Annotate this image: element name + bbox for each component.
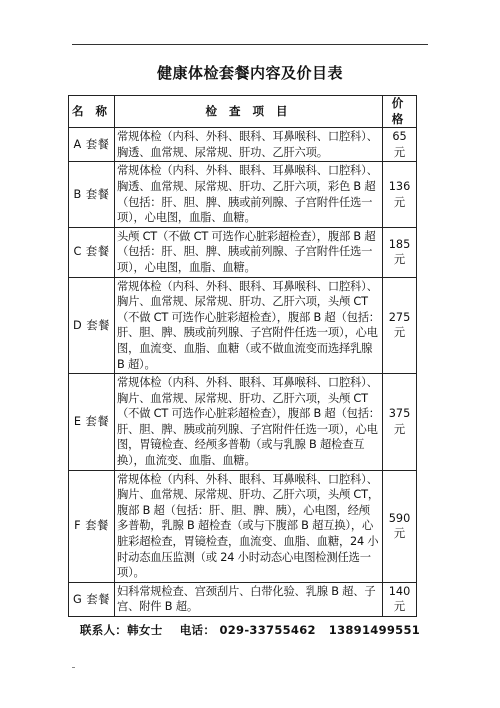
page-title: 健康体检套餐内容及价目表 bbox=[156, 64, 343, 82]
package-items: 头颅 CT（不做 CT 可选作心脏彩超检查），腹部 B 超（包括：肝、胆、脾、胰或前列腺、子宫附件任选一项），心电图，血脂、血糖。 bbox=[115, 227, 383, 277]
package-price: 136 元 bbox=[383, 162, 417, 227]
package-price: 590 元 bbox=[383, 470, 417, 582]
table-row bbox=[69, 582, 417, 616]
package-name: G 套餐 bbox=[69, 582, 115, 616]
package-items: 常规体检（内科、外科、眼科、耳鼻喉科、口腔科）、胸片、血常规、尿常规、肝功、乙肝六项，头颅 CT（不做 CT 可选作心脏彩超检查），腹部 B 超（包括：肝、胆、脾、胰或前列腺、子宫附件任选一项），心电图，胃镜检查、经颅多普勒（或与乳腺 B 超检查互换），血流变、血脂、血糖。 bbox=[115, 374, 383, 471]
contact-person-label: 联系人： bbox=[79, 623, 128, 637]
package-items: 常规体检（内科、外科、眼科、耳鼻喉科、口腔科）、胸片、血常规、尿常规、肝功、乙肝六项，头颅 CT（不做 CT 可选作心脏彩超检查），腹部 B 超（包括：肝、胆、脾、胰或前列腺、子宫附件任选一项），心电图，血流变、血脂、血糖（或不做血流变而选择乳腺 B 超）。 bbox=[115, 277, 383, 374]
contact-phone-label: 电话： bbox=[179, 623, 216, 637]
package-items: 常规体检（内科、外科、眼科、耳鼻喉科、口腔科）、胸片、血常规、尿常规、肝功、乙肝六项，头颅 CT，腹部 B 超（包括：肝、胆、脾、胰），心电图，经颅多普勒，乳腺 B 超检查（或与下腹部 B 超互换），心脏彩超检查，胃镜检查，血流变、血脂、血糖，24 小时动态血压监测（或 24 小时动态心电图检测任选一项）。 bbox=[115, 470, 383, 582]
contact-phone-2: 13891499551 bbox=[328, 623, 421, 637]
package-name: B 套餐 bbox=[69, 162, 115, 227]
package-name: D 套餐 bbox=[69, 277, 115, 374]
package-items: 常规体检（内科、外科、眼科、耳鼻喉科、口腔科）、胸透、血常规、尿常规、肝功、乙肝六项。 bbox=[115, 128, 383, 162]
package-items: 妇科常规检查、宫颈刮片、白带化验、乳腺 B 超、子宫、附件 B 超。 bbox=[115, 582, 383, 616]
price-table bbox=[68, 95, 417, 617]
table-row bbox=[69, 374, 417, 471]
table-row bbox=[69, 162, 417, 227]
package-name: E 套餐 bbox=[69, 374, 115, 471]
package-price: 140 元 bbox=[383, 582, 417, 616]
package-name: C 套餐 bbox=[69, 227, 115, 277]
table-row bbox=[69, 470, 417, 582]
contact-line bbox=[0, 622, 500, 638]
page-speck bbox=[72, 667, 75, 668]
contact-person: 韩女士 bbox=[127, 623, 163, 637]
package-price: 375 元 bbox=[383, 374, 417, 471]
header-price: 价 格 bbox=[383, 96, 417, 128]
header-rule bbox=[72, 44, 428, 45]
package-items: 常规体检（内科、外科、眼科、耳鼻喉科、口腔科）、胸透、血常规、尿常规、肝功、乙肝六项，彩色 B 超（包括：肝、胆、脾、胰或前列腺、子宫附件任选一项），心电图，血脂、血糖。 bbox=[115, 162, 383, 227]
package-price: 275 元 bbox=[383, 277, 417, 374]
package-price: 185 元 bbox=[383, 227, 417, 277]
package-price: 65 元 bbox=[383, 128, 417, 162]
contact-phone-1: 029-33755462 bbox=[219, 623, 316, 637]
package-name: F 套餐 bbox=[69, 470, 115, 582]
table-row bbox=[69, 227, 417, 277]
header-items: 检 查 项 目 bbox=[115, 96, 383, 128]
header-name: 名 称 bbox=[69, 96, 115, 128]
package-name: A 套餐 bbox=[69, 128, 115, 162]
table-row bbox=[69, 277, 417, 374]
table-header-row bbox=[69, 96, 417, 128]
table-row bbox=[69, 128, 417, 162]
